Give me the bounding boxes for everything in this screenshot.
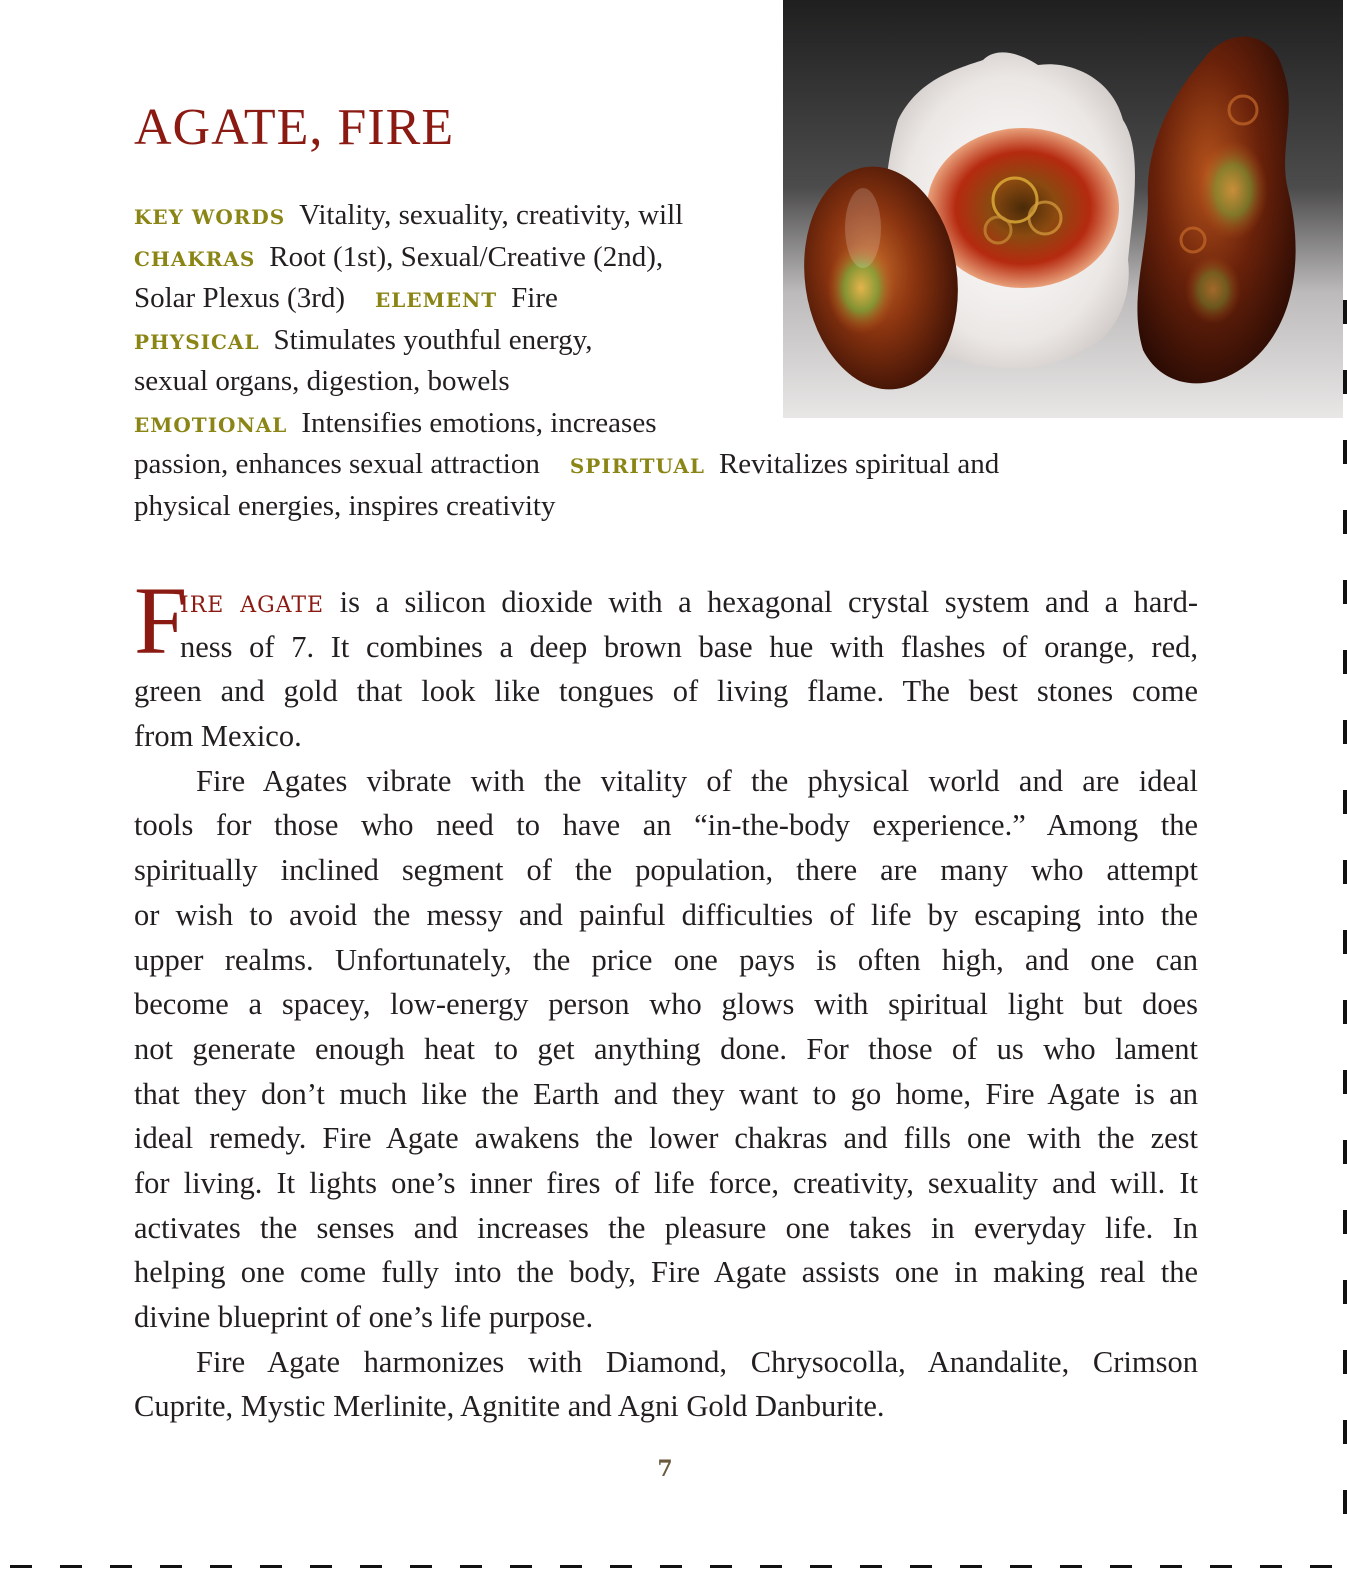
emotional-value-2: passion, enhances sexual attraction [134,448,540,480]
lead-in: IRE AGATE [180,593,325,618]
emotional-spiritual-line [134,444,1134,486]
body-line: ideal remedy. Fire Agate awakens the lower chakras and fills one with the zest [134,1121,1198,1156]
spiritual-line-2 [134,486,1134,528]
chakras-value-1: Root (1st), Sexual/Creative (2nd), [269,240,664,273]
body-line: activates the senses and increases the pleasure one takes in everyday life. In [134,1210,1198,1245]
emotional-label: EMOTIONAL [134,412,288,437]
crop-marks-bottom [0,1564,1347,1568]
physical-value-2: sexual organs, digestion, bowels [134,365,510,397]
body-line: ness of 7. It combines a deep brown base hue with flashes of orange, red, [180,629,1198,664]
chakras-line [134,237,1134,279]
body-line: IRE AGATE is a silicon dioxide with a hexagonal crystal system and a hard- [180,585,1198,619]
physical-label: PHYSICAL [134,329,260,354]
body-line: that they don’t much like the Earth and they want to go home, Fire Agate is an [134,1076,1198,1111]
body-line: Fire Agates vibrate with the vitality of the physical world and are ideal [196,763,1198,798]
spiritual-value-2: physical energies, inspires creativity [134,489,556,522]
element-label: ELEMENT [375,288,498,312]
body-line: not generate enough heat to get anything done. For those of us who lament [134,1031,1198,1066]
body-line: from Mexico. [134,719,302,754]
body-line: green and gold that look like tongues of living flame. The best stones come [134,674,1198,709]
body-line: Cuprite, Mystic Merlinite, Agnitite and Agni Gold Danburite. [134,1389,885,1424]
body-text [134,567,1198,1429]
body-line: spiritually inclined segment of the population, there are many who attempt [134,853,1198,888]
body-line: become a spacey, low-energy person who glows with spiritual light but does [134,987,1198,1022]
body-line: divine blueprint of one’s life purpose. [134,1300,594,1334]
crop-marks-right [1341,0,1347,1572]
chakras-value-2: Solar Plexus (3rd) [134,282,346,314]
keywords-value: Vitality, sexuality, creativity, will [299,199,684,231]
keywords-label: KEY WORDS [134,205,286,229]
spiritual-value-1: Revitalizes spiritual and [718,448,1000,480]
keywords-line [134,195,1134,237]
body-line: upper realms. Unfortunately, the price one pays is often high, and one can [134,942,1198,977]
spiritual-label: SPIRITUAL [569,454,705,478]
emotional-value-1: Intensifies emotions, increases [301,406,657,439]
element-value: Fire [511,282,558,314]
chakras-element-line [134,278,1134,320]
body-line: helping one come fully into the body, Fire Agate assists one in making real the [134,1255,1198,1290]
emotional-line [134,403,1134,445]
page-title: AGATE, FIRE [134,99,455,156]
drop-cap: F [134,567,188,674]
properties-block [134,195,1134,527]
body-line: Fire Agate harmonizes with Diamond, Chrysocolla, Anandalite, Crimson [196,1344,1198,1379]
physical-line [134,320,1134,362]
chakras-label: CHAKRAS [134,246,256,271]
page-number: 7 [657,1456,673,1482]
body-line: for living. It lights one’s inner fires of life force, creativity, sexuality and will. It [134,1165,1198,1200]
body-line: or wish to avoid the messy and painful difficulties of life by escaping into the [134,897,1198,932]
body-line: tools for those who need to have an “in-the-body experience.” Among the [134,808,1198,843]
physical-line-2 [134,361,1134,403]
physical-value-1: Stimulates youthful energy, [273,323,593,356]
